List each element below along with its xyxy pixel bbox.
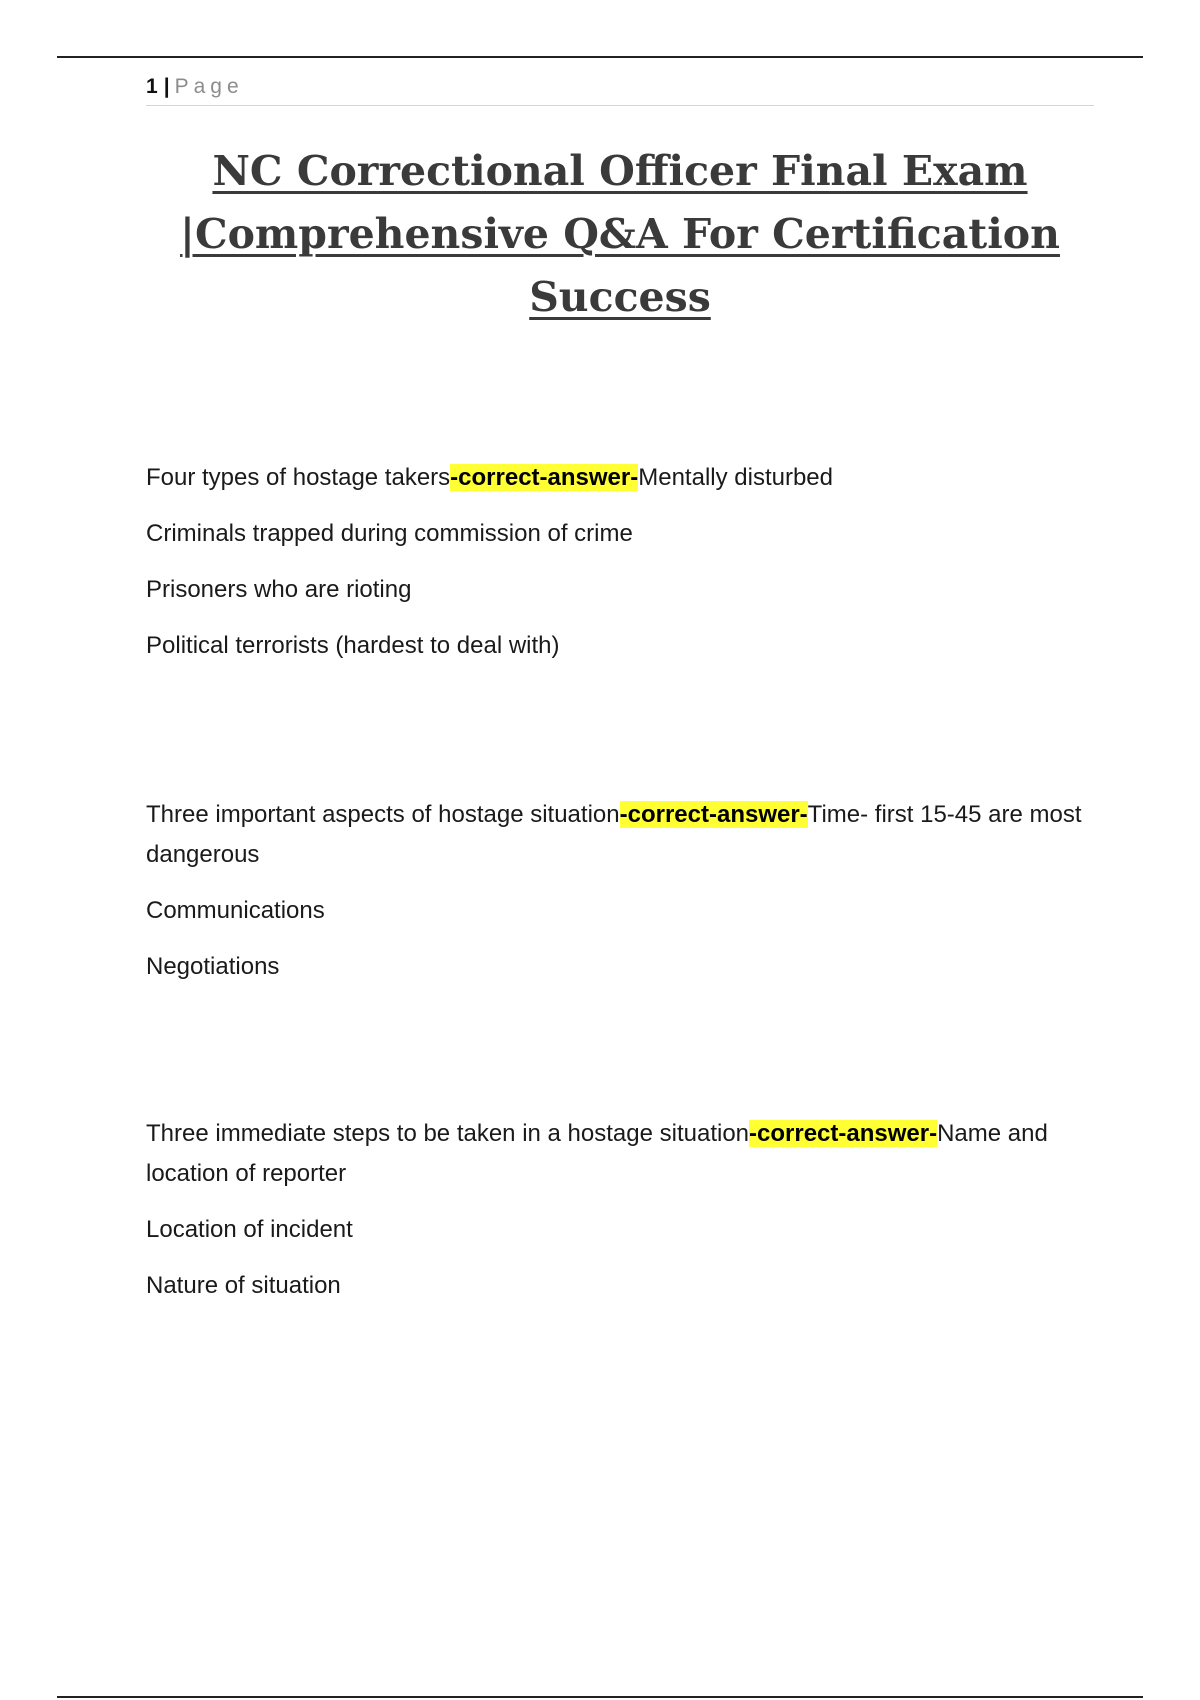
qa-item-hostage-takers [146,458,1096,682]
answer-text: Mentally disturbed [638,464,833,491]
question-text: Three important aspects of hostage situation [146,801,620,828]
qa-question-line [146,1114,1096,1194]
qa-item-immediate-steps [146,1114,1096,1322]
page-label: Page [174,75,244,98]
correct-answer-marker: -correct-answer- [749,1120,938,1147]
question-text: Four types of hostage takers [146,464,451,491]
correct-answer-marker: -correct-answer- [619,801,808,828]
document-title: NC Correctional Officer Final Exam |Comprehensive Q&A For Certification Success [180,147,1060,321]
answer-line: Location of incident [146,1216,353,1243]
bottom-rule [57,1696,1143,1698]
answer-line: Criminals trapped during commission of crime [146,520,633,547]
page-number: 1 [146,75,158,98]
question-text: Three immediate steps to be taken in a hostage situation [146,1120,750,1147]
answer-line: Nature of situation [146,1272,341,1299]
correct-answer-marker: -correct-answer- [450,464,639,491]
qa-item-hostage-aspects [146,795,1096,1003]
qa-question-line [146,458,1096,498]
answer-text: Name and location of reporter [146,1120,1048,1187]
answer-line: Negotiations [146,953,280,980]
answer-line: Communications [146,897,325,924]
top-rule [57,56,1143,58]
answer-line: Political terrorists (hardest to deal with) [146,632,560,659]
answer-line: Prisoners who are rioting [146,576,412,603]
answer-text: Time- first 15-45 are most dangerous [146,801,1082,868]
page-separator: | [163,75,170,98]
page-header [146,72,1094,106]
qa-question-line [146,795,1096,875]
